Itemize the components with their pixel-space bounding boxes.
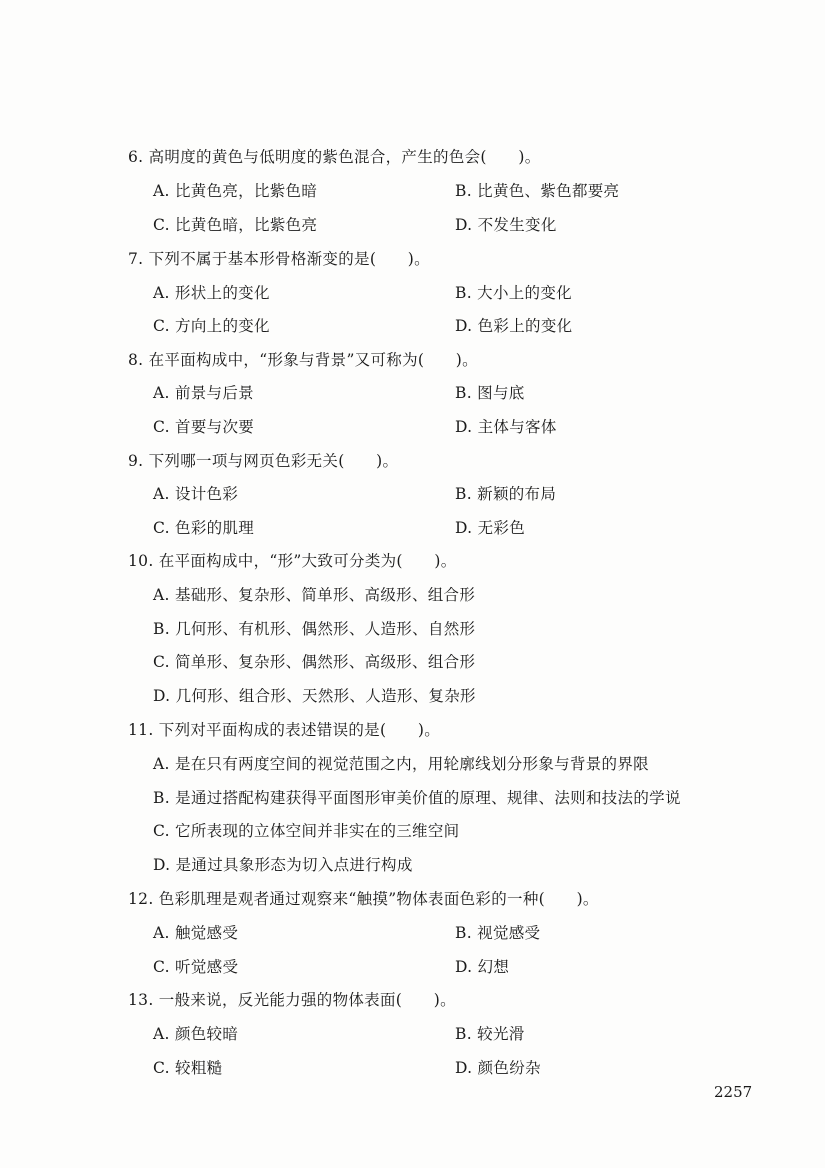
question-6-stem: 6. 高明度的黄色与低明度的紫色混合，产生的色会( )。 xyxy=(128,148,541,166)
question-7-option-c: C. 方向上的变化 xyxy=(153,317,270,335)
question-11-option-a: A. 是在只有两度空间的视觉范围之内，用轮廓线划分形象与背景的界限 xyxy=(153,755,649,773)
question-7-option-d: D. 色彩上的变化 xyxy=(455,317,573,335)
question-8-option-a: A. 前景与后景 xyxy=(153,384,254,402)
question-13-option-d: D. 颜色纷杂 xyxy=(455,1059,541,1077)
question-11-option-d: D. 是通过具象形态为切入点进行构成 xyxy=(153,856,413,874)
question-9-option-b: B. 新颖的布局 xyxy=(455,485,557,503)
question-8-stem: 8. 在平面构成中，“形象与背景”又可称为( )。 xyxy=(128,351,478,369)
question-6-option-a: A. 比黄色亮，比紫色暗 xyxy=(153,182,318,200)
question-13-option-b: B. 较光滑 xyxy=(455,1025,525,1043)
question-9-option-c: C. 色彩的肌理 xyxy=(153,519,255,537)
question-10-option-a: A. 基础形、复杂形、简单形、高级形、组合形 xyxy=(153,586,476,604)
question-7-option-b: B. 大小上的变化 xyxy=(455,284,572,302)
question-11-option-b: B. 是通过搭配构建获得平面图形审美价值的原理、规律、法则和技法的学说 xyxy=(153,789,681,807)
question-9-option-d: D. 无彩色 xyxy=(455,519,526,537)
question-10-option-b: B. 几何形、有机形、偶然形、人造形、自然形 xyxy=(153,620,476,638)
question-11-option-c: C. 它所表现的立体空间并非实在的三维空间 xyxy=(153,822,460,840)
question-6-option-b: B. 比黄色、紫色都要亮 xyxy=(455,182,620,200)
question-6-option-c: C. 比黄色暗，比紫色亮 xyxy=(153,216,318,234)
question-8-option-b: B. 图与底 xyxy=(455,384,525,402)
question-13-option-a: A. 颜色较暗 xyxy=(153,1025,239,1043)
page-number: 2257 xyxy=(714,1083,753,1101)
question-12-option-a: A. 触觉感受 xyxy=(153,924,239,942)
question-12-option-c: C. 听觉感受 xyxy=(153,958,239,976)
question-10-option-d: D. 几何形、组合形、天然形、人造形、复杂形 xyxy=(153,687,476,705)
question-13-option-c: C. 较粗糙 xyxy=(153,1059,223,1077)
question-11-stem: 11. 下列对平面构成的表述错误的是( )。 xyxy=(128,721,441,739)
question-9-stem: 9. 下列哪一项与网页色彩无关( )。 xyxy=(128,452,399,470)
question-7-stem: 7. 下列不属于基本形骨格渐变的是( )。 xyxy=(128,250,430,268)
question-12-option-d: D. 幻想 xyxy=(455,958,510,976)
question-8-option-c: C. 首要与次要 xyxy=(153,418,255,436)
question-10-stem: 10. 在平面构成中，“形”大致可分类为( )。 xyxy=(128,552,457,570)
question-12-option-b: B. 视觉感受 xyxy=(455,924,541,942)
question-6-option-d: D. 不发生变化 xyxy=(455,216,557,234)
question-9-option-a: A. 设计色彩 xyxy=(153,485,239,503)
question-12-stem: 12. 色彩肌理是观者通过观察来“触摸”物体表面色彩的一种( )。 xyxy=(128,890,599,908)
question-13-stem: 13. 一般来说，反光能力强的物体表面( )。 xyxy=(128,991,456,1009)
question-8-option-d: D. 主体与客体 xyxy=(455,418,557,436)
question-10-option-c: C. 简单形、复杂形、偶然形、高级形、组合形 xyxy=(153,653,476,671)
question-7-option-a: A. 形状上的变化 xyxy=(153,284,270,302)
